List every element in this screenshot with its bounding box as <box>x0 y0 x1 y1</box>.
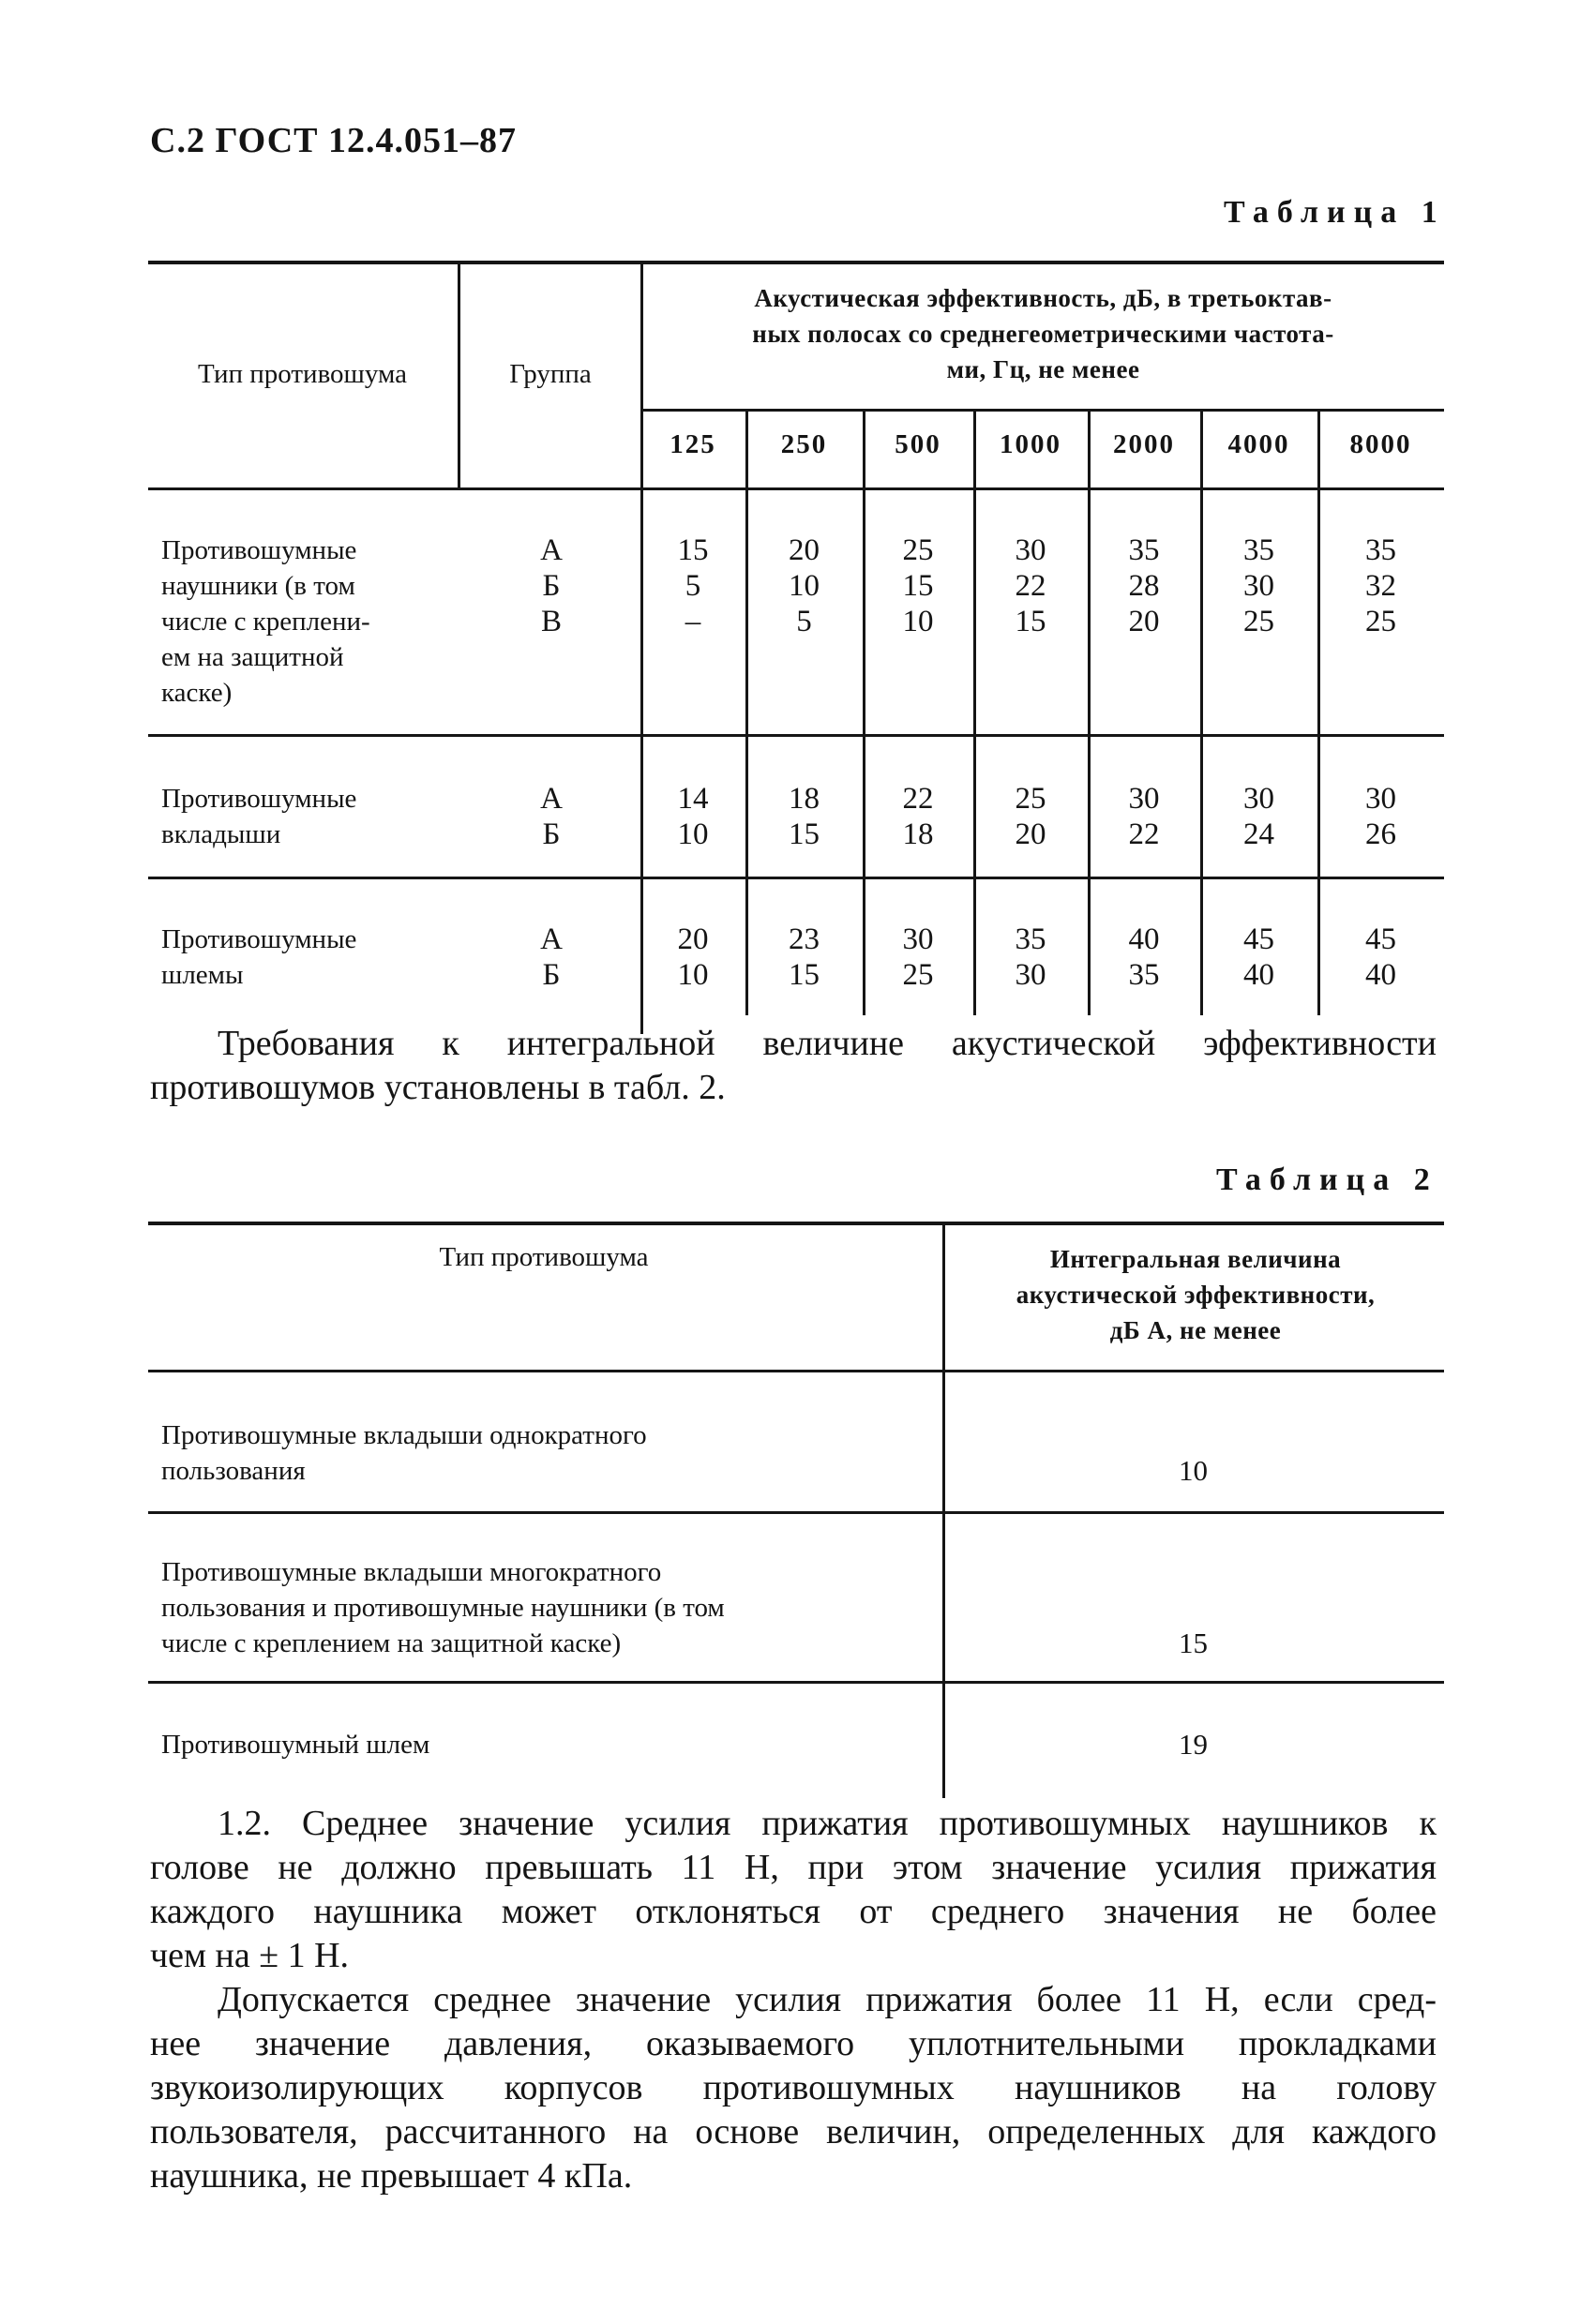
table1-value-cell: 30 <box>1015 533 1046 567</box>
paragraph-line: чем на ± 1 Н. <box>150 1936 350 1975</box>
table1-row-type-line: ем на защитной <box>161 642 344 672</box>
table1-value-cell: 15 <box>1015 605 1046 638</box>
table1-value-cell: 15 <box>789 817 820 851</box>
table1-value-cell: 35 <box>1365 533 1396 567</box>
table1-value-cell: 5 <box>685 569 701 603</box>
table1-span-header-line: Акустическая эффективность, дБ, в третьоктав- <box>754 284 1332 312</box>
table1-value-cell: 22 <box>1015 569 1046 603</box>
table1-value-cell: 40 <box>1128 922 1160 956</box>
paragraph-line: пользователя, рассчитанного на основе величин, определенных для каждого <box>150 2112 1437 2152</box>
paragraph-line: наушника, не превышает 4 кПа. <box>150 2156 633 2196</box>
table1-value-cell: 25 <box>902 533 934 567</box>
table1-row-group: Б <box>542 958 561 992</box>
table1-value-cell: 45 <box>1243 922 1274 956</box>
table1-value-cell: 25 <box>1015 782 1046 816</box>
table1-freq-rule <box>640 409 1444 412</box>
table1-value-cell: 26 <box>1365 817 1396 851</box>
table2-row-type-line: Противошумные вкладыши однократного <box>161 1420 647 1450</box>
table2-row-rule <box>148 1681 1444 1684</box>
table2-top-rule <box>148 1222 1444 1225</box>
table1-frequency-label: 125 <box>670 429 716 459</box>
table1-value-cell: 30 <box>902 922 934 956</box>
table1-value-cell: 30 <box>1243 782 1274 816</box>
paragraph-line: звукоизолирующих корпусов противошумных наушников на голову <box>150 2068 1437 2107</box>
table1-value-cell: 15 <box>677 533 709 567</box>
table1-value-cell: 22 <box>1128 817 1160 851</box>
table1-value-cell: 24 <box>1243 817 1274 851</box>
table1-header-bottom-rule <box>148 487 1444 490</box>
table1-value-cell: 14 <box>677 782 709 816</box>
table2-value-header-line: акустической эффективности, <box>1016 1281 1376 1309</box>
table2-value-cell: 19 <box>1179 1728 1208 1761</box>
table1-row-rule <box>148 877 1444 879</box>
table1-value-cell: 18 <box>902 817 934 851</box>
paragraph-line: нее значение давления, оказываемого уплотнительными прокладками <box>150 2024 1437 2063</box>
table1-frequency-label: 250 <box>780 429 828 459</box>
table1-value-cell: 20 <box>677 922 709 956</box>
table1-frequency-label: 500 <box>895 429 941 459</box>
table1-value-cell: 40 <box>1365 958 1396 992</box>
table1-value-cell: 10 <box>677 958 709 992</box>
table1-value-cell: 10 <box>789 569 820 603</box>
paragraph-line: Требования к интегральной величине акустической эффективности <box>218 1024 1437 1063</box>
paragraph-clause-1-2 <box>150 1802 1437 1978</box>
table1-col-group-header: Группа <box>509 359 592 389</box>
paragraph-line: Допускается среднее значение усилия прижатия более 11 Н, если сред- <box>218 1980 1437 2019</box>
table1-row-rule <box>148 734 1444 737</box>
table1-row-type-line: Противошумные <box>161 924 357 954</box>
table1-label: Таблица 1 <box>1224 195 1446 230</box>
table1-value-cell: 35 <box>1015 922 1046 956</box>
table1-span-header-line: ных полосах со среднегеометрическими частота- <box>752 320 1334 348</box>
paragraph-line: противошумов установлены в табл. 2. <box>150 1068 726 1107</box>
table1-row-type-line: шлемы <box>161 960 244 990</box>
table2-value-cell: 15 <box>1179 1627 1208 1659</box>
table1-col-line <box>458 261 460 487</box>
table2-label: Таблица 2 <box>1216 1162 1438 1197</box>
table1-value-cell: 25 <box>1243 605 1274 638</box>
table1-value-cell: 10 <box>902 605 934 638</box>
table1-row-type-line: каске) <box>161 678 233 708</box>
table1-row-group: А <box>540 922 563 956</box>
table2-row-rule <box>148 1511 1444 1514</box>
table1-frequency-label: 8000 <box>1349 429 1412 459</box>
table1-value-cell: 30 <box>1128 782 1160 816</box>
paragraph-line: 1.2. Среднее значение усилия прижатия противошумных наушников к <box>218 1804 1437 1843</box>
table1-row-group: Б <box>542 569 561 603</box>
table1-value-cell: 30 <box>1365 782 1396 816</box>
table1-value-cell: 23 <box>789 922 820 956</box>
table1-row-type-line: вкладыши <box>161 819 281 849</box>
table1-value-cell: 15 <box>789 958 820 992</box>
paragraph-line: каждого наушника может отклоняться от среднего значения не более <box>150 1892 1437 1931</box>
table1-row-type-line: числе с креплени- <box>161 607 370 637</box>
table1-top-rule <box>148 261 1444 264</box>
table1-value-cell: 20 <box>789 533 820 567</box>
table1-value-cell: 35 <box>1243 533 1274 567</box>
table1-value-cell: 15 <box>902 569 934 603</box>
table1-value-cell: 32 <box>1365 569 1396 603</box>
table1-row-group: А <box>540 782 563 816</box>
table1-value-cell: 35 <box>1128 533 1160 567</box>
table1-value-cell: 28 <box>1128 569 1160 603</box>
table1-col-type-header: Тип противошума <box>197 359 408 389</box>
paragraph-allowance <box>150 1978 1437 2198</box>
table1-frequency-label: 4000 <box>1227 429 1290 459</box>
table2-row-type-line: пользования и противошумные наушники (в том <box>161 1593 725 1623</box>
table1-span-header-line: ми, Гц, не менее <box>946 355 1140 383</box>
table2-row-type-line: Противошумный шлем <box>161 1730 430 1760</box>
table1-row-group: Б <box>542 817 561 851</box>
table1-value-cell: 22 <box>902 782 934 816</box>
table1-frequency-label: 2000 <box>1113 429 1175 459</box>
paragraph-table2-reference <box>150 1022 1437 1110</box>
table1-row-type-line: Противошумные <box>161 784 357 814</box>
table1-value-cell: 30 <box>1015 958 1046 992</box>
table1-value-cell: 20 <box>1015 817 1046 851</box>
table2-col-line <box>942 1222 945 1798</box>
table1-value-cell: 5 <box>796 605 812 638</box>
table1-value-cell: 30 <box>1243 569 1274 603</box>
table2-row-type-line: числе с креплением на защитной каске) <box>161 1628 622 1658</box>
table1-value-cell: 35 <box>1128 958 1160 992</box>
table1-frequency-label: 1000 <box>1000 429 1061 459</box>
table2-value-header-line: Интегральная величина <box>1049 1245 1342 1273</box>
table1-value-cell: 25 <box>1365 605 1396 638</box>
table1-row-group: В <box>540 605 562 638</box>
table1-value-cell: 20 <box>1128 605 1160 638</box>
table2-col-type-header: Тип противошума <box>439 1242 649 1272</box>
table1-value-cell: 45 <box>1365 922 1396 956</box>
table1-row-type-line: Противошумные <box>161 535 357 565</box>
table2-header-bottom-rule <box>148 1370 1444 1372</box>
table1-row-type-line: наушники (в том <box>161 571 355 601</box>
table2-row-type-line: пользования <box>161 1456 306 1486</box>
table2-value-cell: 10 <box>1179 1454 1208 1487</box>
paragraph-line: голове не должно превышать 11 Н, при этом значение усилия прижатия <box>150 1848 1437 1887</box>
table2-row-type-line: Противошумные вкладыши многократного <box>161 1557 662 1587</box>
table1-value-cell: 40 <box>1243 958 1274 992</box>
page-header: С.2 ГОСТ 12.4.051–87 <box>150 121 517 160</box>
table1-value-cell: 18 <box>789 782 820 816</box>
table2-value-header-line: дБ А, не менее <box>1109 1316 1282 1344</box>
table1-row-group: А <box>540 533 563 567</box>
table1-value-cell: 25 <box>902 958 934 992</box>
table1-value-cell: – <box>685 605 701 638</box>
table1-value-cell: 10 <box>677 817 709 851</box>
